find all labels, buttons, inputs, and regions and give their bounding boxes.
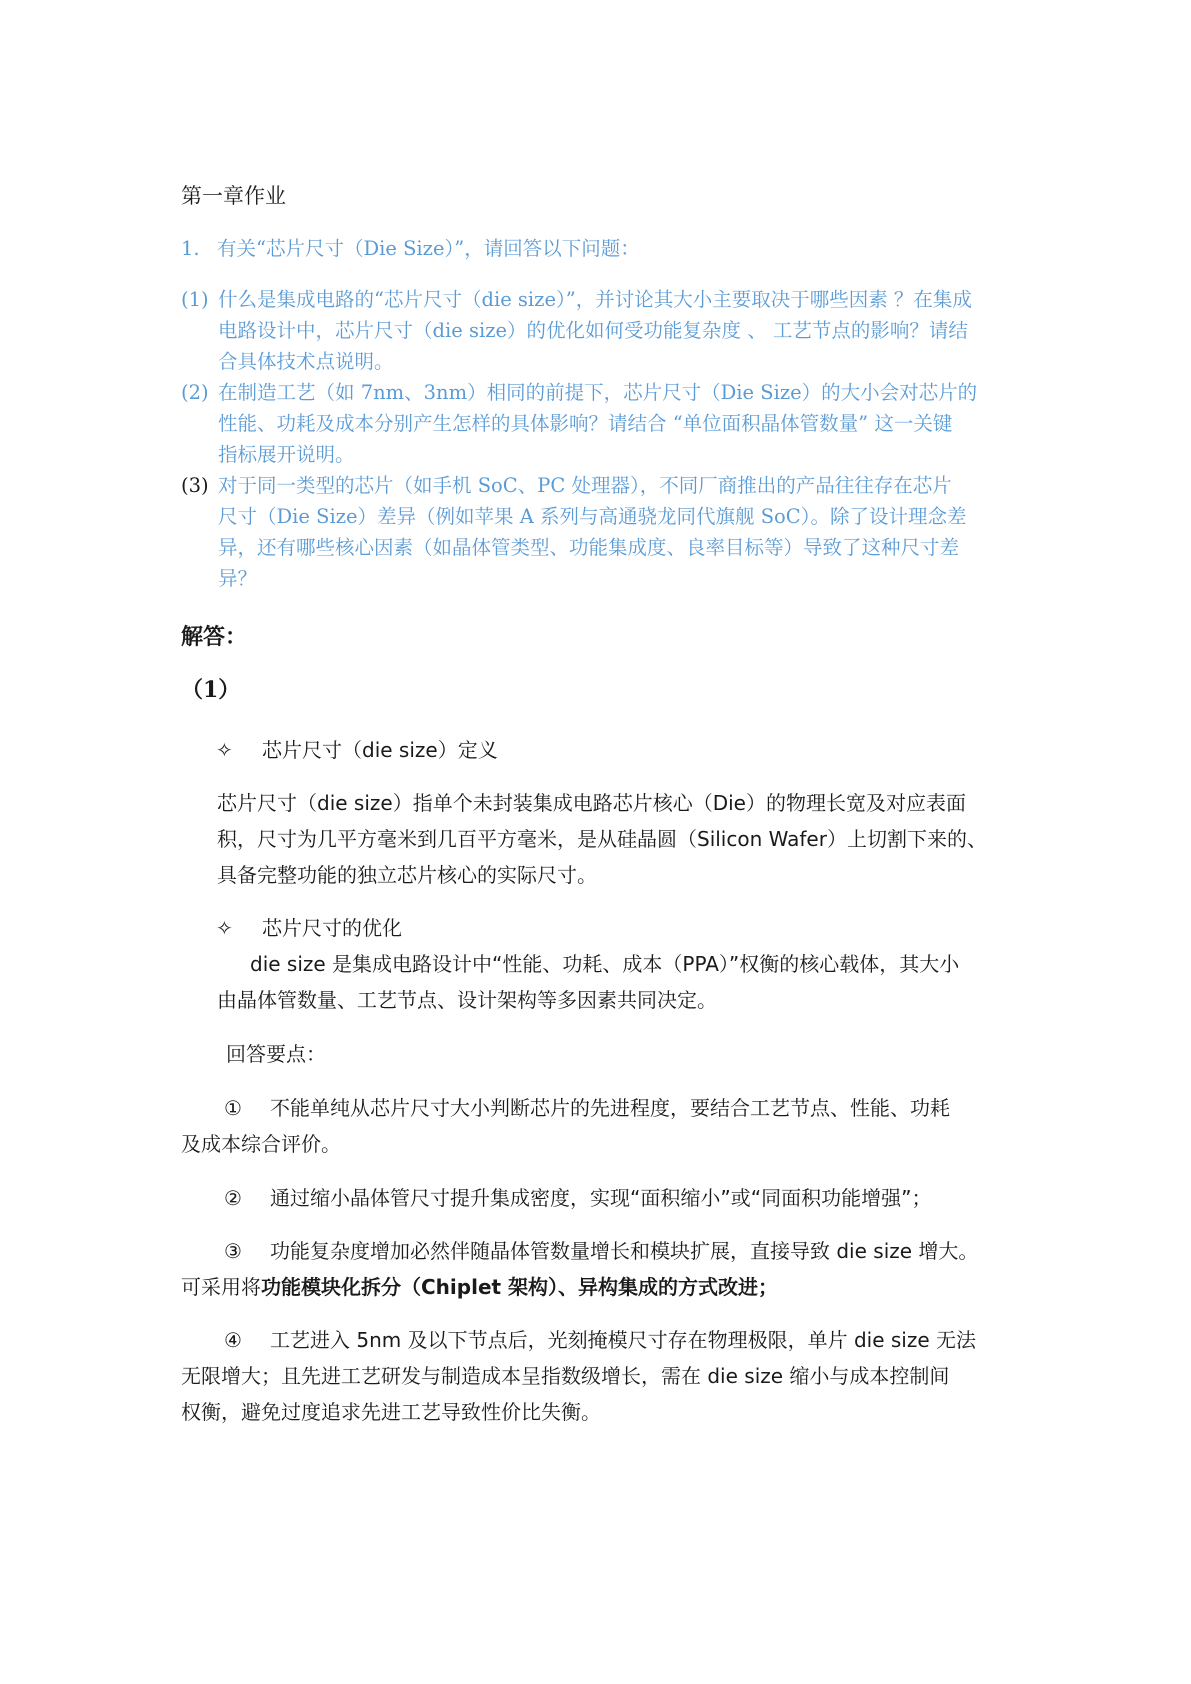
point-text: 功能复杂度增加必然伴随晶体管数量增长和模块扩展，直接导致 die size 增大。 bbox=[270, 1239, 979, 1263]
question-item-line: 对于同一类型的芯片（如手机 SoC、PC 处理器），不同厂商推出的产品往往存在芯片 bbox=[218, 474, 952, 497]
question-item-line: 什么是集成电路的“芯片尺寸（die size）”，并讨论其大小主要取决于哪些因素 ？在集成 bbox=[218, 288, 972, 311]
question-number: 1. bbox=[181, 237, 200, 260]
paragraph-line: 积，尺寸为几平方毫米到几百平方毫米，是从硅晶圆（Silicon Wafer）上切割下来的、 bbox=[217, 827, 987, 851]
section-heading-definition bbox=[216, 734, 498, 766]
point-number-icon: ③ bbox=[224, 1239, 242, 1263]
diamond-bullet-icon: ✧ bbox=[216, 916, 233, 940]
point-text: 可采用将 bbox=[181, 1275, 261, 1299]
question-item-line: 异？ bbox=[218, 567, 258, 590]
question-intro: 有关“芯片尺寸（Die Size）”，请回答以下问题： bbox=[217, 237, 640, 260]
question-item-mark: (3) bbox=[181, 474, 209, 497]
paragraph-line: die size 是集成电路设计中“性能、功耗、成本（PPA）”权衡的核心载体，其大小 bbox=[250, 952, 960, 976]
key-point-2 bbox=[181, 1180, 931, 1216]
question-item-2 bbox=[181, 377, 1021, 470]
key-point-3 bbox=[181, 1233, 978, 1305]
question-item-3 bbox=[181, 470, 1021, 594]
point-text: 及成本综合评价。 bbox=[181, 1132, 341, 1156]
point-number-icon: ① bbox=[224, 1096, 242, 1120]
point-bold-text: 功能模块化拆分（Chiplet 架构）、异构集成的方式改进； bbox=[261, 1275, 779, 1299]
point-text: 工艺进入 5nm 及以下节点后，光刻掩模尺寸存在物理极限，单片 die size 无法 bbox=[270, 1328, 977, 1352]
key-point-1 bbox=[181, 1090, 950, 1162]
section-heading-text: 芯片尺寸（die size）定义 bbox=[262, 738, 498, 762]
question-heading bbox=[181, 233, 640, 265]
paragraph-line: 由晶体管数量、工艺节点、设计架构等多因素共同决定。 bbox=[217, 988, 717, 1012]
question-item-line: 指标展开说明。 bbox=[218, 443, 355, 466]
answer-sub-number: （1） bbox=[181, 677, 241, 703]
question-item-line: 尺寸（Die Size）差异（例如苹果 A 系列与高通骁龙同代旗舰 SoC）。除了设计理念差 bbox=[218, 505, 967, 528]
section-heading-text: 芯片尺寸的优化 bbox=[262, 916, 402, 940]
point-text: 通过缩小晶体管尺寸提升集成密度，实现“面积缩小”或“同面积功能增强”； bbox=[270, 1186, 932, 1210]
point-text: 无限增大；且先进工艺研发与制造成本呈指数级增长，需在 die size 缩小与成本控制间 bbox=[181, 1364, 950, 1388]
question-item-mark: (1) bbox=[181, 288, 209, 311]
question-item-line: 合具体技术点说明。 bbox=[218, 350, 394, 373]
key-point-4 bbox=[181, 1322, 976, 1430]
question-item-line: 在制造工艺（如 7nm、3nm）相同的前提下，芯片尺寸（Die Size）的大小会对芯片的 bbox=[218, 381, 978, 404]
question-item-line: 异，还有哪些核心因素（如晶体管类型、功能集成度、良率目标等）导致了这种尺寸差 bbox=[218, 536, 960, 559]
question-item-1 bbox=[181, 284, 1021, 377]
question-item-mark: (2) bbox=[181, 381, 209, 404]
paragraph-line: 具备完整功能的独立芯片核心的实际尺寸。 bbox=[217, 863, 597, 887]
question-item-line: 电路设计中，芯片尺寸（die size）的优化如何受功能复杂度 、 工艺节点的影响？请结 bbox=[218, 319, 968, 342]
question-item-line: 性能、功耗及成本分别产生怎样的具体影响？请结合 “单位面积晶体管数量” 这一关键 bbox=[218, 412, 953, 435]
section-heading-optimization bbox=[216, 912, 402, 944]
key-points-label: 回答要点： bbox=[226, 1042, 326, 1066]
point-text: 权衡，避免过度追求先进工艺导致性价比失衡。 bbox=[181, 1400, 601, 1424]
point-number-icon: ④ bbox=[224, 1328, 242, 1352]
optimization-paragraph bbox=[217, 946, 959, 1018]
definition-paragraph bbox=[217, 785, 987, 893]
point-number-icon: ② bbox=[224, 1186, 242, 1210]
paragraph-line: 芯片尺寸（die size）指单个未封装集成电路芯片核心（Die）的物理长宽及对应表面 bbox=[217, 791, 966, 815]
point-text: 不能单纯从芯片尺寸大小判断芯片的先进程度，要结合工艺节点、性能、功耗 bbox=[270, 1096, 950, 1120]
answer-title: 解答： bbox=[181, 624, 248, 650]
diamond-bullet-icon: ✧ bbox=[216, 738, 233, 762]
chapter-title: 第一章作业 bbox=[181, 184, 286, 208]
